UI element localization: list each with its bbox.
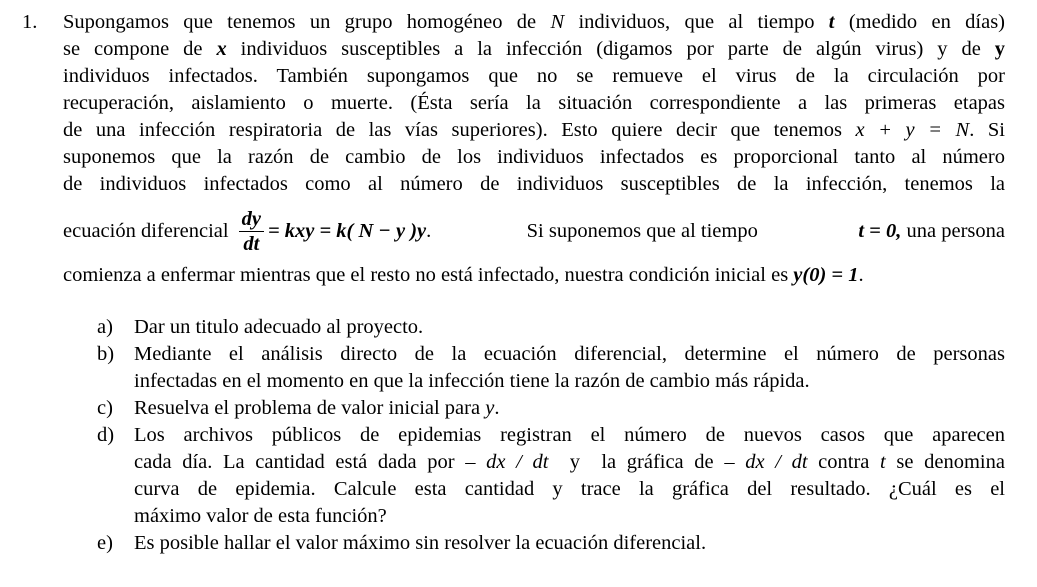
subquestion-label: b): [97, 343, 115, 365]
text-line: [63, 36, 1005, 63]
text-run: máximo valor de esta función?: [134, 505, 387, 527]
subquestion-item: [97, 341, 1005, 395]
equation-rhs: = kxy = k( N − y )y: [267, 219, 427, 242]
text-line: [134, 395, 1005, 422]
text-run: contra: [807, 451, 881, 473]
subquestion-label: a): [97, 316, 113, 338]
text-run: Supongamos que tenemos un grupo homogéneo de: [63, 11, 551, 33]
subquestion-label: c): [97, 397, 113, 419]
math-run: dx / dt: [745, 451, 808, 473]
text-run: Mediante el análisis directo de la ecuación diferencial, determine el número de personas: [134, 343, 1005, 365]
subquestion-label: e): [97, 532, 113, 554]
math-run: N: [550, 11, 565, 33]
text-run: y la gráfica de –: [548, 451, 746, 473]
text-line: [63, 63, 1005, 90]
text-run: individuos infectados. También supongamos que no se remueve el virus de la circulación por: [63, 65, 1005, 87]
text-run: Resuelva el problema de valor inicial para: [134, 397, 486, 419]
math-run: t: [828, 11, 835, 33]
fraction-numerator: dy: [239, 207, 264, 232]
text-line: [63, 9, 1005, 36]
text-line: [134, 314, 1005, 341]
equation-intro: ecuación diferencial: [63, 219, 229, 242]
text-run: de una infección respiratoria de las vías superiores). Esto quiere decir que tenemos: [63, 119, 856, 141]
text-run: individuos susceptibles a la infección (digamos por parte de algún virus) y de: [226, 38, 995, 60]
text-run: individuos, que al tiempo: [564, 11, 829, 33]
text-run: Dar un titulo adecuado al proyecto.: [134, 316, 424, 338]
text-run: se denomina: [885, 451, 1005, 473]
text-run: se compone de: [63, 38, 217, 60]
subquestions-list: [97, 314, 1005, 557]
text-run: curva de epidemia. Calcule esta cantidad y trace la gráfica del resultado. ¿Cuál es el: [134, 478, 1005, 500]
subquestion-item: [97, 530, 1005, 557]
text-line: [63, 117, 1005, 144]
initial-condition: y(0) = 1: [793, 264, 859, 286]
text-run: Los archivos públicos de epidemias registran el número de nuevos casos que aparecen: [134, 424, 1005, 446]
equation-after-text: Si suponemos que al tiempo: [526, 219, 763, 242]
text-run: de individuos infectados como al número de individuos susceptibles de la infección, tenemos la: [63, 173, 1005, 195]
text-run: . Si: [969, 119, 1005, 141]
subquestion-item: [97, 422, 1005, 530]
subquestion-item: [97, 314, 1005, 341]
math-run: t: [880, 451, 886, 473]
initial-condition-line: [63, 262, 1005, 289]
subquestion-label: d): [97, 424, 115, 446]
text-line: [63, 144, 1005, 171]
text-line: [63, 90, 1005, 117]
initial-condition-text: comienza a enfermar mientras que el resto no está infectado, nuestra condición inicial es: [63, 264, 794, 286]
text-run: recuperación, aislamiento o muerte. (Ésta sería la situación correspondiente a las primeras etapas: [63, 92, 1005, 114]
text-line: [134, 476, 1005, 503]
math-run: x + y = N: [855, 119, 970, 141]
math-run: dx / dt: [486, 451, 549, 473]
math-run: x: [216, 38, 227, 60]
math-run: y: [994, 38, 1005, 60]
equation-tail: una persona: [901, 219, 1005, 242]
equation-line: [63, 202, 1005, 260]
equation-period: .: [426, 219, 432, 242]
initial-time: t = 0,: [858, 219, 902, 242]
text-line: [134, 368, 1005, 395]
text-run: (medido en días): [834, 11, 1005, 33]
initial-condition-end: .: [858, 264, 864, 286]
derivative-fraction: [239, 207, 264, 256]
text-line: [134, 449, 1005, 476]
text-line: [134, 503, 1005, 530]
math-run: y: [485, 397, 495, 419]
problem-number: 1.: [22, 11, 38, 33]
text-line: [134, 422, 1005, 449]
problem-statement: [63, 9, 1005, 289]
text-run: infectadas en el momento en que la infección tiene la razón de cambio más rápida.: [134, 370, 810, 392]
text-run: cada día. La cantidad está dada por –: [134, 451, 487, 473]
problem-paragraph: [63, 9, 1005, 198]
text-line: [134, 341, 1005, 368]
text-run: .: [494, 397, 500, 419]
text-run: suponemos que la razón de cambio de los individuos infectados es proporcional tanto al número: [63, 146, 1005, 168]
subquestion-item: [97, 395, 1005, 422]
text-run: Es posible hallar el valor máximo sin resolver la ecuación diferencial.: [134, 532, 707, 554]
fraction-denominator: dt: [243, 232, 260, 255]
text-line: [63, 171, 1005, 198]
text-line: [134, 530, 1005, 557]
